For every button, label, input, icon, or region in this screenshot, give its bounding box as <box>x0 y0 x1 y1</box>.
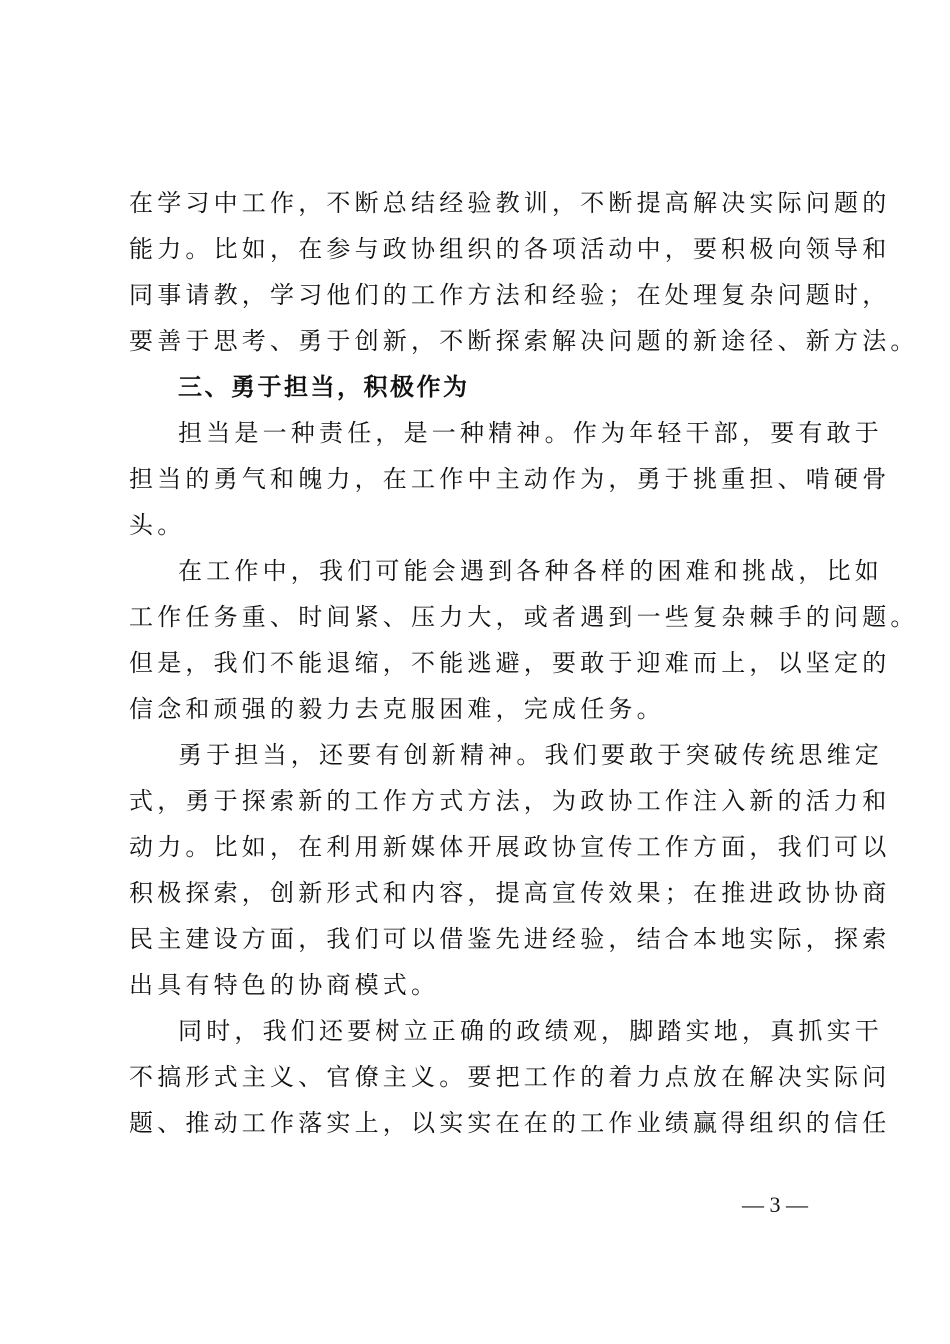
page-number: — 3 — <box>742 1192 808 1217</box>
body-line-8: 头。 <box>129 511 186 539</box>
body-line-1: 在学习中工作，不断总结经验教训，不断提高解决实际问题的 <box>129 189 891 217</box>
body-line-3: 同事请教，学习他们的工作方法和经验；在处理复杂问题时， <box>129 281 891 309</box>
body-line-16: 积极探索，创新形式和内容，提高宣传效果；在推进政协协商 <box>129 879 891 907</box>
body-line-11: 但是，我们不能退缩，不能逃避，要敢于迎难而上，以坚定的 <box>129 649 891 677</box>
body-line-17: 民主建设方面，我们可以借鉴先进经验，结合本地实际，探索 <box>129 925 891 953</box>
body-line-19: 同时，我们还要树立正确的政绩观，脚踏实地，真抓实干 <box>178 1017 883 1045</box>
body-line-12: 信念和顽强的毅力去克服困难，完成任务。 <box>129 695 665 723</box>
body-line-6: 担当是一种责任，是一种精神。作为年轻干部，要有敢于 <box>178 419 883 447</box>
body-line-4: 要善于思考、勇于创新，不断探索解决问题的新途径、新方法。 <box>129 327 919 355</box>
body-line-21: 题、推动工作落实上，以实实在在的工作业绩赢得组织的信任 <box>129 1109 891 1137</box>
section-heading: 三、勇于担当，积极作为 <box>178 373 470 401</box>
body-line-13: 勇于担当，还要有创新精神。我们要敢于突破传统思维定 <box>178 741 883 769</box>
body-line-10: 工作任务重、时间紧、压力大，或者遇到一些复杂棘手的问题。 <box>129 603 919 631</box>
body-line-15: 动力。比如，在利用新媒体开展政协宣传工作方面，我们可以 <box>129 833 891 861</box>
body-line-14: 式，勇于探索新的工作方式方法，为政协工作注入新的活力和 <box>129 787 891 815</box>
body-line-7: 担当的勇气和魄力，在工作中主动作为，勇于挑重担、啃硬骨 <box>129 465 891 493</box>
body-line-2: 能力。比如，在参与政协组织的各项活动中，要积极向领导和 <box>129 235 891 263</box>
body-line-9: 在工作中，我们可能会遇到各种各样的困难和挑战，比如 <box>178 557 883 585</box>
body-line-18: 出具有特色的协商模式。 <box>129 971 440 999</box>
body-line-20: 不搞形式主义、官僚主义。要把工作的着力点放在解决实际问 <box>129 1063 891 1091</box>
